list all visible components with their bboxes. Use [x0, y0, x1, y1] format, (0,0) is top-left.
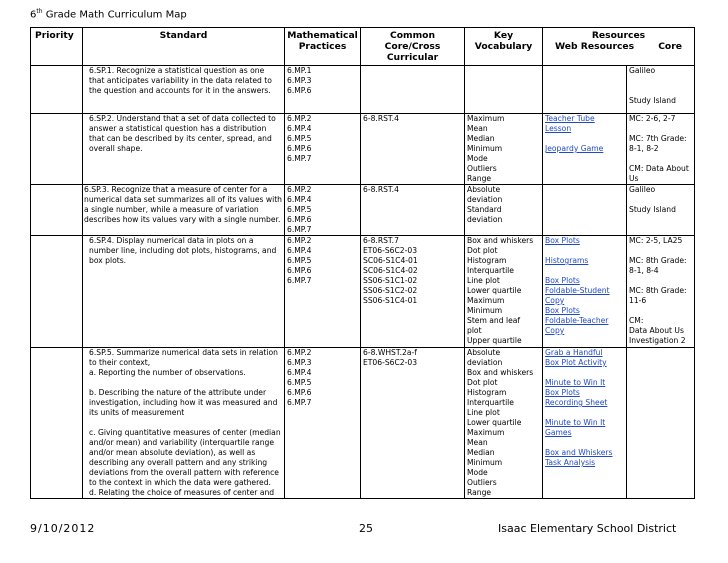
- table-row: [31, 185, 695, 236]
- priority-cell: [31, 185, 83, 236]
- blank-line: [545, 368, 624, 378]
- vocab-cell: [465, 348, 543, 499]
- crosscurricular-line: SS06-S1C4-01: [363, 296, 418, 305]
- standard-cell: [83, 114, 285, 185]
- crosscurricular-line: ET06-S6C2-03: [363, 246, 418, 255]
- standard-line: c. Giving quantitative measures of center (median: [89, 428, 281, 437]
- resource-link[interactable]: Lesson: [545, 124, 572, 133]
- standard-line: to their context,: [89, 358, 151, 367]
- vocab-line: Minimum: [467, 458, 503, 467]
- practices-line: 6.MP.7: [287, 276, 312, 285]
- standard-line: and/or mean) and variability (interquartile range: [89, 438, 275, 447]
- core-line: 8-1, 8-4: [629, 266, 659, 275]
- blank-line: [629, 195, 692, 205]
- priority-cell: [31, 66, 83, 114]
- web-resources-cell: [543, 114, 627, 185]
- practices-line: 6.MP.6: [287, 144, 312, 153]
- header-key-vocab-l2: Vocabulary: [474, 41, 533, 52]
- footer-district: Isaac Elementary School District: [498, 522, 677, 535]
- standard-line: 6.SP.4. Display numerical data in plots on a: [89, 236, 254, 245]
- blank-line: [89, 418, 282, 428]
- vocab-line: Median: [467, 448, 495, 457]
- practices-line: 6.MP.7: [287, 225, 312, 234]
- core-line: Galileo: [629, 185, 656, 194]
- header-math-practices: [285, 28, 361, 66]
- blank-line: [629, 276, 692, 286]
- practices-line: 6.MP.4: [287, 368, 312, 377]
- standard-line: describes how its values vary with a single number.: [84, 215, 281, 224]
- resource-link[interactable]: Recording Sheet: [545, 398, 608, 407]
- vocab-line: Outliers: [467, 164, 497, 173]
- vocab-line: Dot plot: [467, 378, 498, 387]
- resource-link[interactable]: Games: [545, 428, 572, 437]
- resource-link[interactable]: Minute to Win It: [545, 378, 606, 387]
- crosscurricular-line: 6-8.RST.4: [363, 114, 399, 123]
- crosscurricular-line: SC06-S1C4-02: [363, 266, 418, 275]
- table-row: [31, 66, 695, 114]
- header-math-practices-l2: Practices: [298, 41, 347, 52]
- standard-line: 6.SP.2. Understand that a set of data collected to: [89, 114, 276, 123]
- curriculum-table: [30, 27, 695, 499]
- vocab-line: Absolute: [467, 348, 501, 357]
- priority-cell: [31, 348, 83, 499]
- title-grade: 6: [30, 9, 37, 21]
- header-resources-label: Resources: [591, 30, 646, 41]
- core-line: 11-6: [629, 296, 647, 305]
- practices-cell: [285, 348, 361, 499]
- core-cell: [627, 236, 695, 348]
- practices-line: 6.MP.5: [287, 378, 312, 387]
- header-key-vocab-l1: Key: [493, 30, 514, 41]
- resource-link[interactable]: Foldable-Student: [545, 286, 610, 295]
- web-resources-cell: [543, 348, 627, 499]
- standard-line: to the context in which the data were gathered.: [89, 478, 271, 487]
- vocab-line: Maximum: [467, 114, 505, 123]
- standard-line: that can be described by its center, spread, and: [89, 134, 272, 143]
- table-row: [31, 348, 695, 499]
- vocab-line: Dot plot: [467, 246, 498, 255]
- footer-page-number: 25: [359, 522, 373, 535]
- web-resources-cell: [543, 185, 627, 236]
- core-line: Investigation 2: [629, 336, 686, 345]
- crosscurricular-line: SS06-S1C2-02: [363, 286, 418, 295]
- blank-line: [629, 76, 692, 86]
- practices-line: 6.MP.3: [287, 358, 312, 367]
- vocab-line: Maximum: [467, 428, 505, 437]
- crosscurricular-line: ET06-S6C2-03: [363, 358, 418, 367]
- vocab-line: deviation: [467, 215, 503, 224]
- vocab-line: Upper quartile: [467, 336, 522, 345]
- blank-line: [629, 246, 692, 256]
- table-row: [31, 114, 695, 185]
- core-line: Study Island: [629, 205, 676, 214]
- header-math-practices-l1: Mathematical: [287, 30, 358, 41]
- crosscurricular-line: 6-8.RST.7: [363, 236, 399, 245]
- core-line: MC: 7th Grade:: [629, 134, 687, 143]
- practices-line: 6.MP.2: [287, 114, 312, 123]
- practices-line: 6.MP.5: [287, 134, 312, 143]
- resource-link[interactable]: Foldable-Teacher: [545, 316, 609, 325]
- resource-link[interactable]: Box Plots: [545, 236, 580, 245]
- standard-line: answer a statistical question has a distribution: [89, 124, 267, 133]
- vocab-line: Lower quartile: [467, 286, 522, 295]
- core-line: Study Island: [629, 96, 676, 105]
- resource-link[interactable]: Box Plots: [545, 388, 580, 397]
- blank-line: [545, 266, 624, 276]
- crosscurricular-line: 6-8.RST.4: [363, 185, 399, 194]
- crosscurricular-line: SS06-S1C1-02: [363, 276, 418, 285]
- page-title: [30, 8, 187, 20]
- standard-line: the question and accounts for it in the answers.: [89, 86, 271, 95]
- vocab-line: Interquartile: [467, 266, 514, 275]
- practices-line: 6.MP.4: [287, 246, 312, 255]
- practices-line: 6.MP.3: [287, 76, 312, 85]
- header-core: Core: [658, 41, 683, 52]
- core-line: CM:: [629, 316, 644, 325]
- resource-link[interactable]: Box and Whiskers: [545, 448, 613, 457]
- title-text: Grade Math Curriculum Map: [42, 9, 187, 21]
- vocab-cell: [465, 114, 543, 185]
- resource-link[interactable]: Box Plots: [545, 276, 580, 285]
- header-key-vocab: [465, 28, 543, 66]
- blank-line: [629, 154, 692, 164]
- resource-link[interactable]: Box Plot Activity: [545, 358, 607, 367]
- crosscurricular-cell: [361, 185, 465, 236]
- standard-line: overall shape.: [89, 144, 143, 153]
- standard-line: box plots.: [89, 256, 127, 265]
- practices-cell: [285, 236, 361, 348]
- standard-line: and/or mean absolute deviation), as well as: [89, 448, 256, 457]
- core-line: MC: 2-5, LA25: [629, 236, 683, 245]
- resource-link[interactable]: Copy: [545, 296, 565, 305]
- vocab-line: Mean: [467, 124, 488, 133]
- practices-line: 6.MP.7: [287, 154, 312, 163]
- practices-line: 6.MP.6: [287, 388, 312, 397]
- crosscurricular-line: 6-8.WHST.2a-f: [363, 348, 417, 357]
- vocab-line: Line plot: [467, 276, 500, 285]
- vocab-cell: [465, 236, 543, 348]
- vocab-line: Median: [467, 134, 495, 143]
- core-line: Galileo: [629, 66, 656, 75]
- practices-line: 6.MP.2: [287, 236, 312, 245]
- blank-line: [545, 246, 624, 256]
- practices-cell: [285, 66, 361, 114]
- core-cell: [627, 66, 695, 114]
- footer-date: 9/10/2012: [30, 522, 96, 535]
- vocab-line: Range: [467, 174, 492, 183]
- crosscurricular-line: SC06-S1C4-01: [363, 256, 418, 265]
- standard-line: that anticipates variability in the data related to: [89, 76, 272, 85]
- blank-line: [545, 134, 624, 144]
- core-line: MC: 8th Grade:: [629, 286, 687, 295]
- core-line: 8-1, 8-2: [629, 144, 659, 153]
- standard-line: 6.SP.1. Recognize a statistical question as one: [89, 66, 265, 75]
- header-priority: Priority: [31, 28, 83, 66]
- table-row: [31, 236, 695, 348]
- vocab-cell: [465, 185, 543, 236]
- web-resources-cell: [543, 236, 627, 348]
- vocab-line: Interquartile: [467, 398, 514, 407]
- header-web-resources: Web Resources: [555, 41, 635, 52]
- core-line: CM: Data About: [629, 164, 689, 173]
- standard-line: 6.SP.3. Recognize that a measure of center for a: [84, 185, 268, 194]
- standard-line: b. Describing the nature of the attribute under: [89, 388, 267, 397]
- vocab-line: Mode: [467, 154, 488, 163]
- table-body: [31, 66, 695, 499]
- page-footer: [30, 522, 696, 535]
- practices-line: 6.MP.6: [287, 266, 312, 275]
- core-cell: [627, 185, 695, 236]
- vocab-line: Outliers: [467, 478, 497, 487]
- practices-line: 6.MP.6: [287, 215, 312, 224]
- vocab-line: Stem and leaf: [467, 316, 521, 325]
- vocab-line: Lower quartile: [467, 418, 522, 427]
- standard-line: a single number, while a measure of variation: [84, 205, 259, 214]
- title-ordinal: th: [36, 8, 43, 15]
- blank-line: [545, 438, 624, 448]
- standard-line: d. Relating the choice of measures of center and: [89, 488, 275, 497]
- header-row: [31, 28, 695, 66]
- practices-line: 6.MP.7: [287, 398, 312, 407]
- practices-line: 6.MP.1: [287, 66, 312, 75]
- web-resources-cell: [543, 66, 627, 114]
- resource-link[interactable]: Histograms: [545, 256, 589, 265]
- standard-line: deviations from the overall pattern with reference: [89, 468, 279, 477]
- header-standard: Standard: [83, 28, 285, 66]
- standard-line: describing any overall pattern and any striking: [89, 458, 268, 467]
- resource-link[interactable]: Box Plots: [545, 306, 580, 315]
- practices-line: 6.MP.4: [287, 124, 312, 133]
- core-line: MC: 2-6, 2-7: [629, 114, 676, 123]
- core-cell: [627, 348, 695, 499]
- priority-cell: [31, 114, 83, 185]
- header-resources: [543, 28, 695, 66]
- practices-cell: [285, 185, 361, 236]
- core-line: Us: [629, 174, 639, 183]
- header-resources-sub: [545, 41, 692, 52]
- crosscurricular-cell: [361, 114, 465, 185]
- priority-cell: [31, 236, 83, 348]
- resource-link[interactable]: Task Analysis: [545, 458, 596, 467]
- crosscurricular-cell: [361, 236, 465, 348]
- vocab-line: deviation: [467, 358, 503, 367]
- core-cell: [627, 114, 695, 185]
- practices-line: 6.MP.5: [287, 205, 312, 214]
- vocab-line: Mode: [467, 468, 488, 477]
- vocab-line: Maximum: [467, 296, 505, 305]
- standard-cell: [83, 185, 285, 236]
- vocab-cell: [465, 66, 543, 114]
- vocab-line: Standard: [467, 205, 502, 214]
- vocab-line: Histogram: [467, 256, 507, 265]
- header-common-core-l1: Common Core/Cross: [384, 30, 441, 52]
- vocab-line: Mean: [467, 438, 488, 447]
- vocab-line: Histogram: [467, 388, 507, 397]
- standard-cell: [83, 66, 285, 114]
- practices-line: 6.MP.6: [287, 86, 312, 95]
- resource-link[interactable]: Minute to Win It: [545, 418, 606, 427]
- core-line: Data About Us: [629, 326, 684, 335]
- header-common-core: [361, 28, 465, 66]
- standard-line: its units of measurement: [89, 408, 185, 417]
- blank-line: [545, 408, 624, 418]
- standard-line: 6.SP.5. Summarize numerical data sets in relation: [89, 348, 278, 357]
- vocab-line: deviation: [467, 195, 503, 204]
- standard-cell: [83, 348, 285, 499]
- practices-line: 6.MP.4: [287, 195, 312, 204]
- resource-link[interactable]: Jeopardy Game: [545, 144, 604, 153]
- standard-line: investigation, including how it was measured and: [89, 398, 278, 407]
- practices-line: 6.MP.5: [287, 256, 312, 265]
- core-line: MC: 8th Grade:: [629, 256, 687, 265]
- standard-line: a. Reporting the number of observations.: [89, 368, 246, 377]
- blank-line: [629, 86, 692, 96]
- resource-link[interactable]: Grab a Handful: [545, 348, 603, 357]
- blank-line: [629, 306, 692, 316]
- resource-link[interactable]: Copy: [545, 326, 565, 335]
- vocab-line: Box and whiskers: [467, 236, 534, 245]
- vocab-line: Minimum: [467, 144, 503, 153]
- blank-line: [89, 378, 282, 388]
- crosscurricular-cell: [361, 66, 465, 114]
- standard-line: numerical data set summarizes all of its values with: [84, 195, 282, 204]
- vocab-line: Box and whiskers: [467, 368, 534, 377]
- practices-cell: [285, 114, 361, 185]
- header-common-core-l2: Curricular: [386, 52, 439, 63]
- crosscurricular-cell: [361, 348, 465, 499]
- practices-line: 6.MP.2: [287, 348, 312, 357]
- vocab-line: plot: [467, 326, 482, 335]
- standard-cell: [83, 236, 285, 348]
- vocab-line: Range: [467, 488, 492, 497]
- blank-line: [629, 124, 692, 134]
- vocab-line: Absolute: [467, 185, 501, 194]
- vocab-line: Minimum: [467, 306, 503, 315]
- practices-line: 6.MP.2: [287, 185, 312, 194]
- resource-link[interactable]: Teacher Tube: [545, 114, 595, 123]
- vocab-line: Line plot: [467, 408, 500, 417]
- standard-line: number line, including dot plots, histograms, and: [89, 246, 277, 255]
